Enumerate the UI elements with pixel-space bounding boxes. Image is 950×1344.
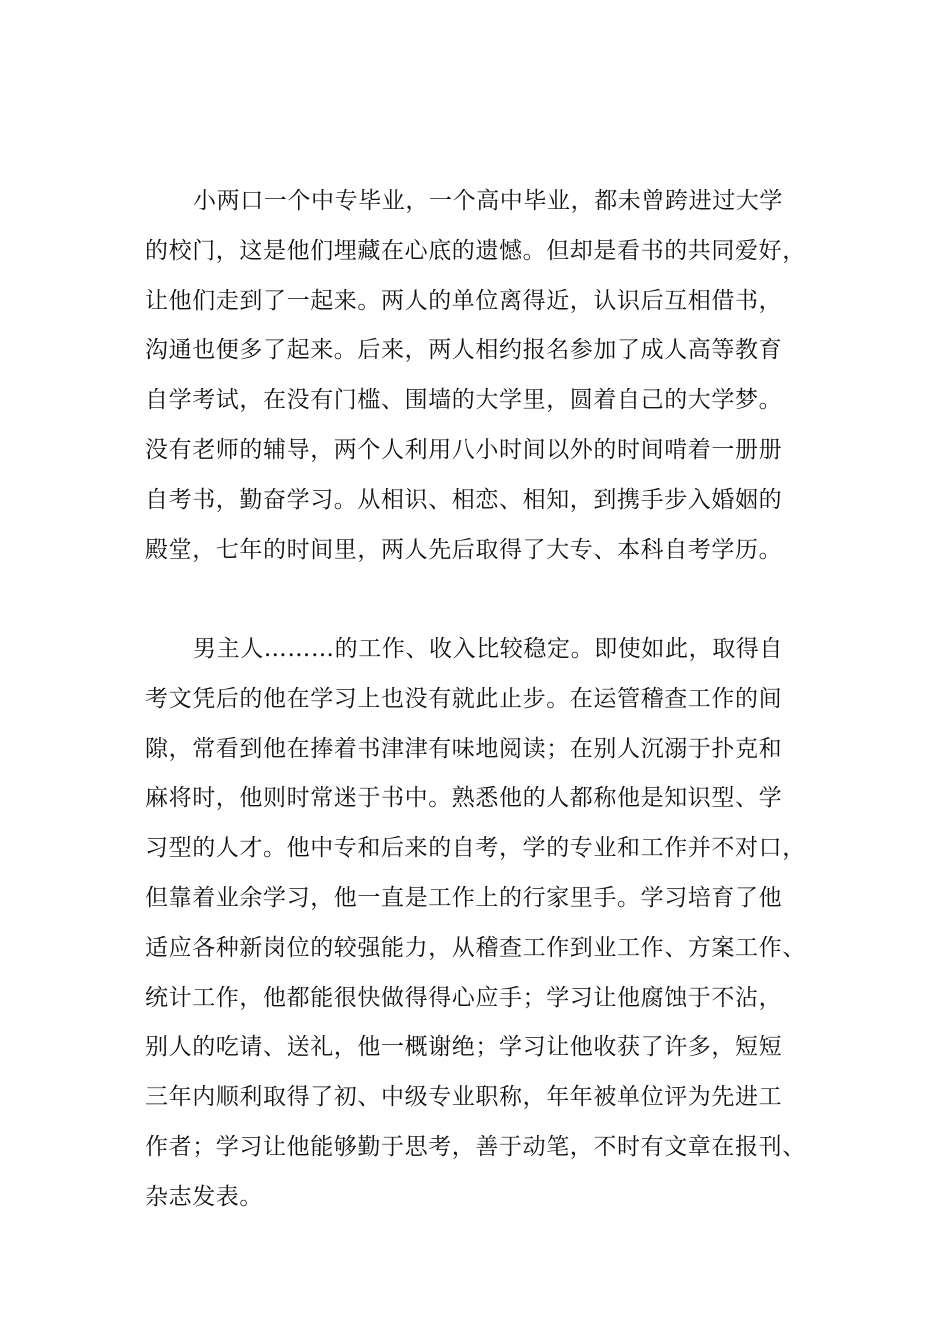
paragraph-line: 的校门，这是他们埋藏在心底的遗憾。但却是看书的共同爱好， — [145, 237, 806, 264]
paragraph-line: 男主人………的工作、收入比较稳定。即使如此，取得自 — [193, 636, 783, 662]
paragraph-line: 沟通也便多了起来。后来，两人相约报名参加了成人高等教育 — [145, 337, 783, 364]
paragraph-line: 适应各种新岗位的较强能力，从稽查工作到业工作、方案工作、 — [145, 934, 806, 961]
paragraph-line: 但靠着业余学习，他一直是工作上的行家里手。学习培育了他 — [145, 884, 783, 911]
paragraph-line: 小两口一个中专毕业，一个高中毕业，都未曾跨进过大学 — [193, 188, 783, 214]
paragraph-line: 三年内顺利取得了初、中级专业职称，年年被单位评为先进工 — [145, 1084, 783, 1111]
paragraph-line: 习型的人才。他中专和后来的自考，学的专业和工作并不对口， — [145, 835, 806, 862]
paragraph-line: 让他们走到了一起来。两人的单位离得近，认识后互相借书， — [145, 287, 783, 314]
paragraph-line: 自学考试，在没有门槛、围墙的大学里，圆着自己的大学梦。 — [145, 387, 783, 414]
paragraph-line: 隙，常看到他在捧着书津津有味地阅读；在别人沉溺于扑克和 — [145, 735, 783, 762]
paragraph-line: 统计工作，他都能很快做得得心应手；学习让他腐蚀于不沾， — [145, 984, 783, 1011]
paragraph-line: 麻将时，他则时常迷于书中。熟悉他的人都称他是知识型、学 — [145, 785, 783, 812]
paragraph-line: 没有老师的辅导，两个人利用八小时间以外的时间啃着一册册 — [145, 436, 783, 463]
paragraph-line: 杂志发表。 — [145, 1183, 263, 1210]
paragraph-line: 考文凭后的他在学习上也没有就此止步。在运管稽查工作的间 — [145, 685, 783, 712]
paragraph-line: 殿堂，七年的时间里，两人先后取得了大专、本科自考学历。 — [145, 536, 783, 563]
paragraph-line: 别人的吃请、送礼，他一概谢绝；学习让他收获了许多，短短 — [145, 1034, 783, 1061]
paragraph-1 — [145, 182, 825, 580]
paragraph-line: 作者；学习让他能够勤于思考，善于动笔，不时有文章在报刊、 — [145, 1133, 806, 1160]
paragraph-line: 自考书，勤奋学习。从相识、相恋、相知，到携手步入婚姻的 — [145, 486, 783, 513]
paragraph-2 — [145, 630, 825, 1228]
